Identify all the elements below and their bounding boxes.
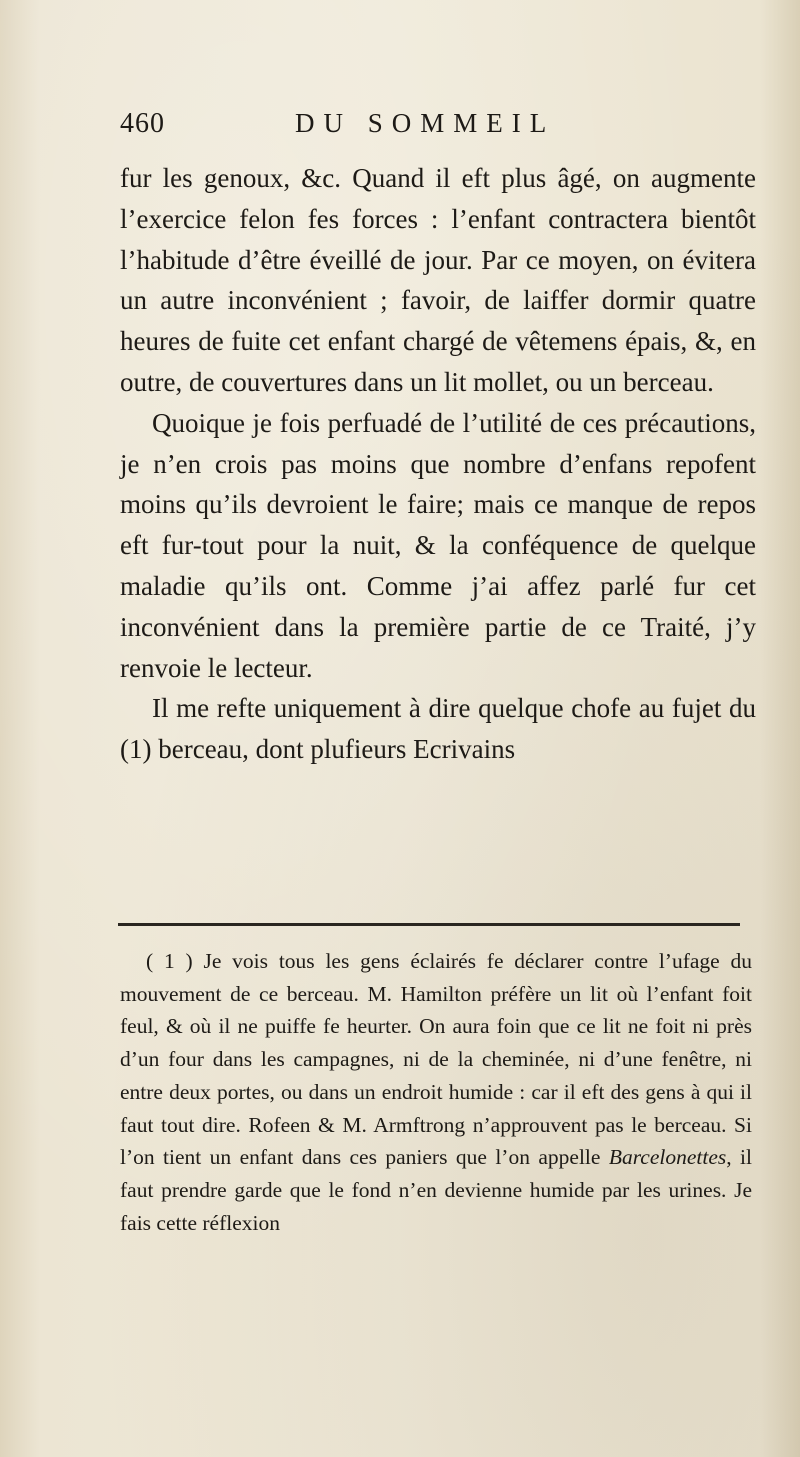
footnote: [120, 945, 752, 1239]
footnote-text-part: , il faut prendre garde que le fond n’en devienne humide par les urines. Je fais cette réflexion: [120, 1145, 752, 1235]
main-text: [120, 158, 756, 770]
paragraph: Il me refte uniquement à dire quelque chofe au fujet du (1) berceau, dont plufieurs Ecrivains: [120, 693, 756, 765]
footnote-text-part: ( 1 ) Je vois tous les gens éclairés fe déclarer contre l’ufage du mouvement de ce berceau. M. Hamilton préfère un lit où l’enfant foit feul, & où il ne puiffe fe heurter. On aura foin que ce lit ne foit ni près d’un four dans les campagnes, ni de la cheminée, ni d’une fenêtre, ni entre deux portes, ou dans un endroit humide : car il eft des gens à qui il faut tout dire. Rofeen & M. Armftrong n’approuvent pas le berceau. Si l’on tient un enfant dans ces paniers que l’on appelle: [120, 949, 752, 1170]
footnote-divider: [118, 923, 740, 926]
footnote-text: [120, 945, 752, 1239]
page-number: 460: [120, 108, 165, 139]
footnote-italic-term: Barcelonettes: [608, 1145, 727, 1170]
paragraph: Quoique je fois perfuadé de l’utilité de ces précautions, je n’en crois pas moins que nombre d’enfans repofent moins qu’ils devroient le faire; mais ce manque de repos eft fur-tout pour la nuit, & la conféquence de quelque maladie qu’ils ont. Comme j’ai affez parlé fur cet inconvénient dans la première partie de ce Traité, j’y renvoie le lecteur.: [120, 407, 756, 683]
running-head: DU SOMMEIL: [295, 108, 556, 138]
page-header: [120, 108, 760, 148]
paragraph: fur les genoux, &c. Quand il eft plus âgé, on augmente l’exercice felon fes forces : l’enfant contractera bientôt l’habitude d’être éveillé de jour. Par ce moyen, on évitera un autre inconvénient ; favoir, de laiffer dormir quatre heures de fuite cet enfant chargé de vêtemens épais, &, en outre, de couvertures dans un lit mollet, ou un berceau.: [120, 163, 756, 397]
